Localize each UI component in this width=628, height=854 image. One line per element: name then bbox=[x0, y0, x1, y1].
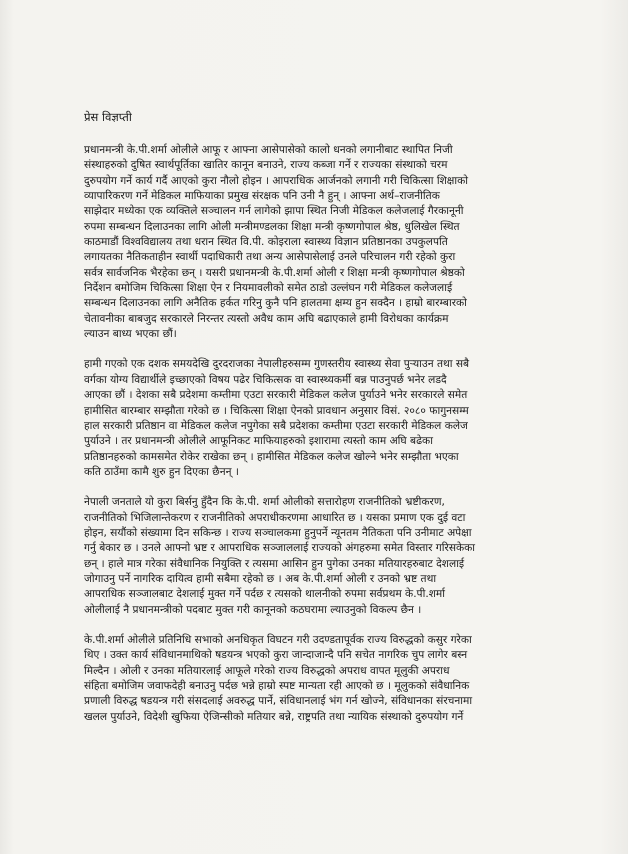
text-line: दुरुपयोग गर्ने कार्य गर्दै आएको कुरा नौलो होइन । आपराधिक आर्जनको लगानी गरी चिकित्सा शिक्षाको bbox=[84, 174, 468, 187]
text-line: सर्वत्र सार्वजनिक भैरहेका छन् । यसरी प्रधानमन्त्री के.पी.शर्मा ओली र शिक्षा मन्त्री कृष्णगोपाल श्रेष्ठको bbox=[84, 266, 465, 279]
text-line: आएका छौं । देशका सबै प्रदेशमा कम्तीमा एउटा सरकारी मेडिकल कलेज पुर्याउने भनेर सरकारले समेत bbox=[84, 389, 468, 402]
text-line: चेतावनीका बाबजुद सरकारले निरन्तर त्यस्तो अवैध काम अघि बढाएकाले हामी विरोधका कार्यक्रम bbox=[84, 312, 449, 325]
text-line: काठमाडौं विश्वविद्यालय तथा धरान स्थित वि.पी. कोइराला स्वास्थ्य विज्ञान प्रतिष्ठानका उपकुलपति bbox=[84, 236, 448, 249]
text-line: कति ठाउँमा कामै शुरु हुन दिएका छैनन् । bbox=[84, 465, 239, 478]
text-line: सम्बन्धन दिलाउनका लागि अनैतिक हर्कत गरिनु कुनै पनि हालतमा क्षम्य हुन सक्दैन । हाम्रो बारम्बारको bbox=[84, 297, 467, 310]
text-line: राजनीतिको भिजिलान्तेकरण र राजनीतिको अपराधीकरणमा आधारित छ । यसका प्रमाण एक दुई वटा bbox=[84, 511, 466, 524]
text-line: ल्याउन बाध्य भएका छौं। bbox=[84, 328, 177, 341]
text-line: व्यापारिकरण गर्ने मेडिकल माफियाका प्रमुख संरक्षक पनि उनी नै हुन् । आफ्ना अर्थ–राजनीतिक bbox=[84, 190, 440, 203]
text-line: गर्नु बेकार छ । उनले आफ्नो भ्रष्ट र आपराधिक सञ्जाललाई राज्यको अंगहरुमा समेत विस्तार गरिसकेका bbox=[84, 542, 476, 555]
text-line: संहिता बमोजिम जवाफदेही बनाउनु पर्दछ भन्ने हाम्रो स्पष्ट मान्यता रही आएको छ । मूलुकको संवैधानिक bbox=[84, 680, 470, 692]
text-line: पुर्याउने । तर प्रधानमन्त्री ओलीले आफूनिकट माफियाहरुको इशारामा त्यस्तो काम अघि बढेका bbox=[84, 435, 433, 448]
text-line: निर्देशन बमोजिम चिकित्सा शिक्षा ऐन र नियमावलीको समेत ठाडो उल्लंघन गरी मेडिकल कलेजलाई bbox=[84, 282, 453, 295]
text-line: आपराधिक सञ्जालबाट देशलाई मुक्त गर्ने पर्दछ र त्यसको थालनीको रुपमा सर्वप्रथम के.पी.शर्मा bbox=[84, 588, 445, 601]
document-body bbox=[84, 143, 592, 740]
text-line: हाल सरकारी प्रतिष्ठान वा मेडिकल कलेज नपुगेका सबै प्रदेशका कम्तीमा एउटा सरकारी मेडिकल कलेज bbox=[84, 419, 468, 432]
text-line: थिए । उक्त कार्य संविधानमाथिको षडयन्त्र भएको कुरा जान्दाजान्दै पनि सचेत नागरिक चुप लागेर बस्न bbox=[84, 649, 468, 662]
text-line: संस्थाहरुको दुषित स्वार्थपूर्तिका खातिर कानून बनाउने, राज्य कब्जा गर्ने र राज्यका संस्थाको चरम bbox=[84, 159, 448, 172]
text-line: रुपमा सम्बन्धन दिलाउनका लागि ओली मन्त्रीमण्डलका शिक्षा मन्त्री कृष्णगोपाल श्रेष्ठ, धुलिखेल स्थित bbox=[84, 220, 460, 233]
paragraph-4 bbox=[84, 633, 592, 725]
text-line: साझेदार मध्येका एक व्यक्तिले सञ्चालन गर्न लागेको झापा स्थित निजी मेडिकल कलेजलाई गैरकानूनी bbox=[84, 205, 464, 218]
text-line: हामीसित बारम्बार सम्झौता गरेको छ । चिकित्सा शिक्षा ऐनको प्रावधान अनुसार विसं. २०८० फागुनसम्म bbox=[84, 404, 469, 417]
text-line: छन् । हाले मात्र गरेका संवैधानिक नियुक्ति र त्यसमा आसिन हुन पुगेका उनका मतियारहरुबाट देशलाई bbox=[84, 557, 465, 570]
text-line: प्रधानमन्त्री के.पी.शर्मा ओलीले आफू र आफ्ना आसेपासेको कालो धनको लगानीबाट स्थापित निजी bbox=[84, 144, 453, 156]
text-line: हामी गएको एक दशक समयदेखि दुरदराजका नेपालीहरुसम्म गुणस्तरीय स्वास्थ्य सेवा पुऱ्याउन तथा सबै bbox=[84, 358, 470, 371]
paragraph-1 bbox=[84, 143, 592, 342]
paragraph-3 bbox=[84, 495, 592, 618]
text-line: जोगाउनु पर्ने नागरिक दायित्व हामी सबैमा रहेको छ । अब के.पी.शर्मा ओली र उनको भ्रष्ट तथा bbox=[84, 572, 437, 585]
text-line: नेपाली जनताले यो कुरा बिर्सनु हुँदैन कि के.पी. शर्मा ओलीको सत्तारोहण राजनीतिको भ्रष्टीकरण, bbox=[84, 496, 445, 509]
text-line: लगायतका नैतिकताहीन स्वार्थी पदाधिकारी तथा अन्य आसेपासेलाई उनले परिचालन गरी रहेको कुरा bbox=[84, 251, 456, 264]
text-line: वर्गका योग्य विद्यार्थीले इच्छाएको विषय पढेर चिकित्सक वा स्वास्थ्यकर्मी बन्न पाउनुपर्छ भनेर लडदै bbox=[84, 373, 447, 386]
text-line: के.पी.शर्मा ओलीले प्रतिनिधि सभाको अनधिकृत विघटन गरी उदण्डतापूर्वक राज्य विरुद्धको कसुर गरेका bbox=[84, 633, 472, 646]
paragraph-2 bbox=[84, 357, 592, 480]
document-title: प्रेस विज्ञप्ती bbox=[84, 110, 132, 124]
text-line: होइन, सयौंको संख्यामा दिन सकिन्छ । राज्य सञ्चालकमा हुनुपर्ने न्यूनतम नैतिकता पनि उनीमाट अपेक्षा bbox=[84, 526, 472, 539]
text-line: प्रतिष्ठानहरुको कामसमेत रोकेर राखेका छन् । हामीसित मेडिकल कलेज खोल्ने भनेर सम्झौता भएका bbox=[84, 450, 459, 463]
text-line: खलल पुर्याउने, विदेशी खुफिया ऐजिन्सीको मतियार बन्ने, राष्ट्रपति तथा न्यायिक संस्थाको दुरुपयोग गर्ने bbox=[84, 710, 464, 723]
text-line: मिल्दैन । ओली र उनका मतियारलाई आफूले गरेको राज्य विरुद्धको अपराध वापत मूलुकी अपराध bbox=[84, 664, 450, 677]
text-line: ओलीलाई नै प्रधानमन्त्रीको पदबाट मुक्त गरी कानूनको कठघरामा ल्याउनुको विकल्प छैन । bbox=[84, 603, 422, 616]
text-line: प्रणाली विरुद्ध षडयन्त्र गरी संसदलाई अवरुद्ध पार्ने, संविधानलाई भंग गर्न खोज्ने, संविधानका संरचनामा bbox=[84, 695, 473, 708]
